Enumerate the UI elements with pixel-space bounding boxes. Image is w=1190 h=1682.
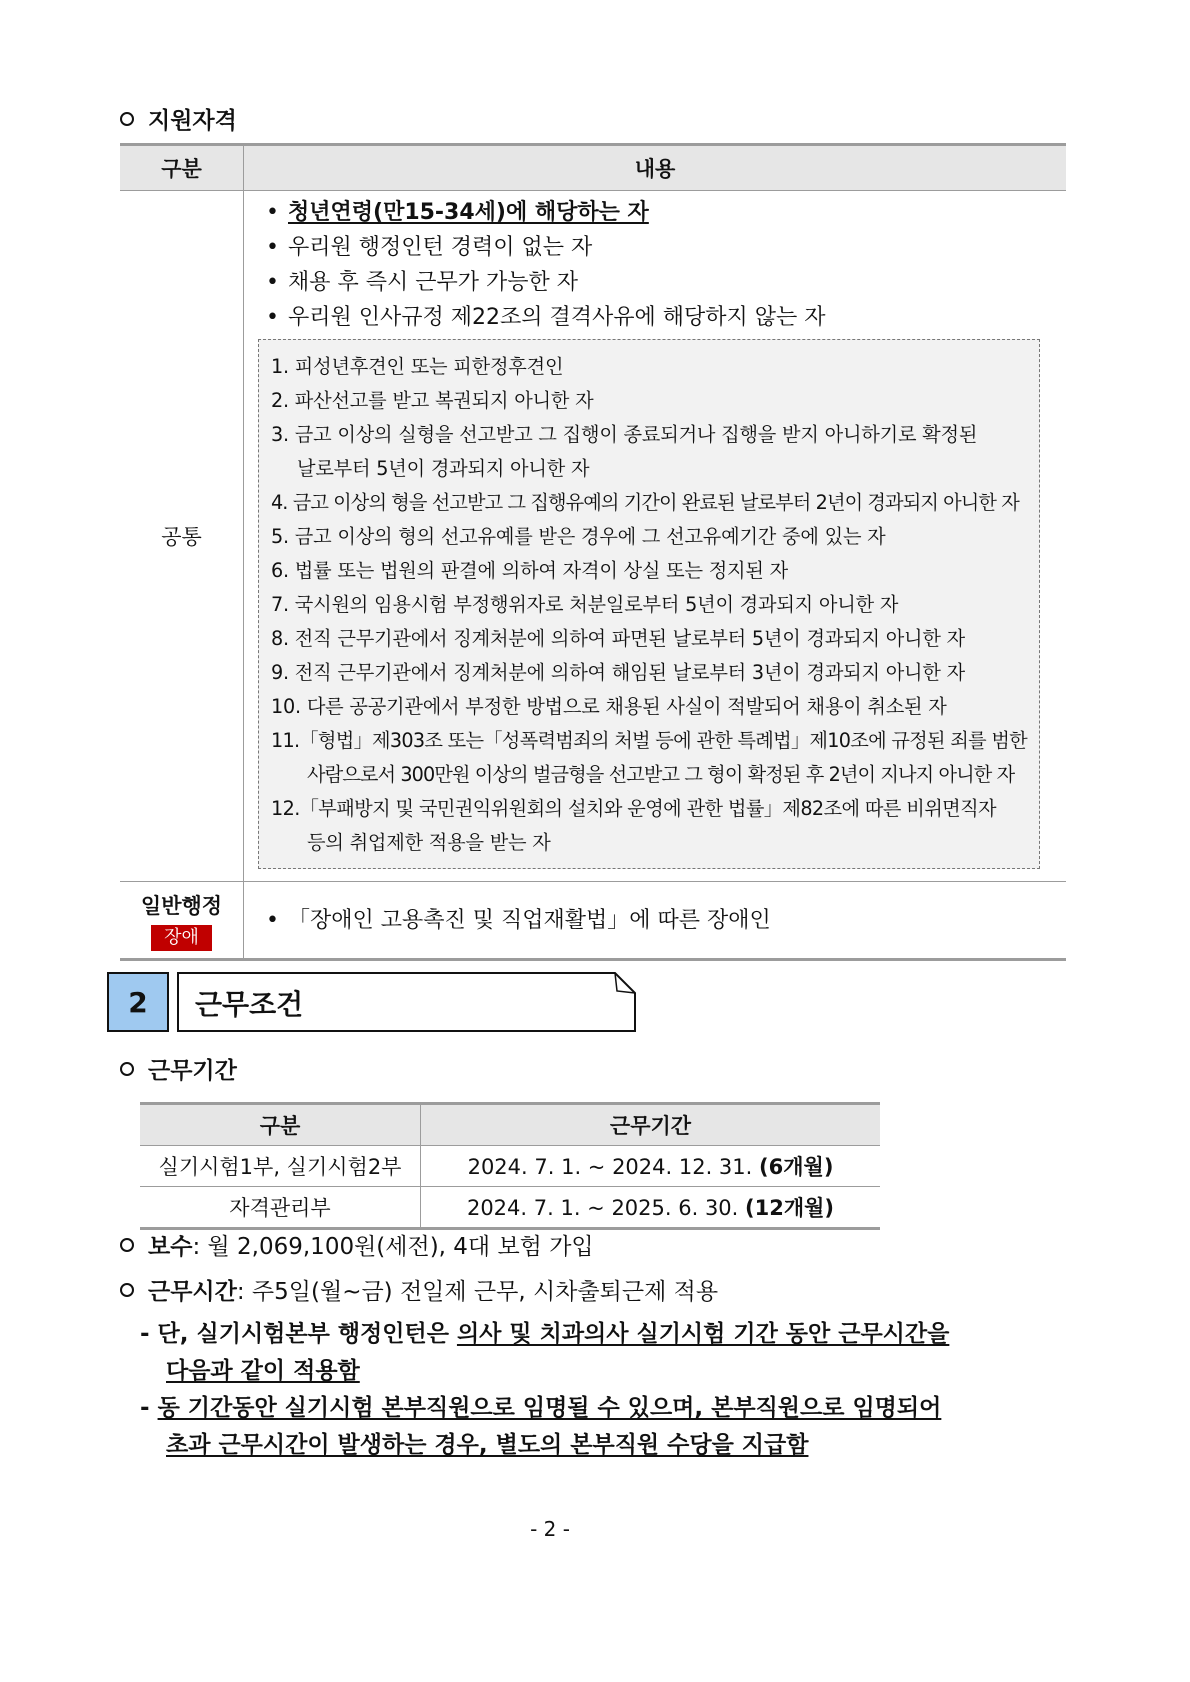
- disqualification-item: 11.「형법」제303조 또는「성폭력범죄의 처벌 등에 관한 특례법」제10조에 규정된 죄를 범한: [271, 729, 1027, 752]
- pay-label: 보수: [148, 1234, 193, 1260]
- disqualification-item: 3. 금고 이상의 실형을 선고받고 그 집행이 종료되거나 집행을 받지 아니하기로 확정된: [271, 423, 978, 446]
- list-item: • 채용 후 즉시 근무가 가능한 자: [258, 265, 1066, 300]
- common-content: [244, 191, 1067, 882]
- disqualification-item: 6. 법률 또는 법원의 판결에 의하여 자격이 상실 또는 정지된 자: [271, 559, 788, 582]
- hours-text: : 주5일(월~금) 전일제 근무, 시차출퇴근제 적용: [236, 1279, 719, 1305]
- table-row-disability: [120, 882, 1066, 960]
- col-header-content: 내용: [244, 145, 1067, 191]
- col-header-category: 구분: [120, 145, 244, 191]
- disqualification-item: 12.「부패방지 및 국민권익위원회의 설치와 운영에 관한 법률」제82조에 따른 비위면직자: [271, 797, 996, 820]
- hours-label: 근무시간: [148, 1279, 237, 1305]
- hours-line: [120, 1273, 718, 1306]
- table-row-common: [120, 191, 1066, 882]
- table-row: [140, 1187, 880, 1229]
- common-label: 공통: [120, 191, 244, 882]
- disqualification-item-cont: 사람으로서 300만원 이상의 벌금형을 선고받고 그 형이 확정된 후 2년이 지나지 아니한 자: [307, 763, 1015, 786]
- disqualification-item-cont: 날로부터 5년이 경과되지 아니한 자: [297, 457, 590, 480]
- disqualification-box: [258, 339, 1040, 869]
- list-item: • 우리원 인사규정 제22조의 결격사유에 해당하지 않는 자: [258, 300, 1066, 335]
- circle-bullet-icon: [120, 1238, 134, 1252]
- section-title: 근무조건: [195, 988, 304, 1021]
- general-admin-cell: [120, 882, 244, 960]
- disqualification-item: 9. 전직 근무기관에서 징계처분에 의하여 해임된 날로부터 3년이 경과되지 아니한 자: [271, 661, 965, 684]
- disqualification-item: 2. 파산선고를 받고 복권되지 아니한 자: [271, 389, 594, 412]
- note-2: - 동 기간동안 실기시험 본부직원으로 임명될 수 있으며, 본부직원으로 임명되어 초과 근무시간이 발생하는 경우, 별도의 본부직원 수당을 지급함: [140, 1395, 942, 1458]
- general-admin-label: 일반행정: [140, 893, 223, 918]
- note-1: - 단, 실기시험본부 행정인턴은 의사 및 치과의사 실기시험 기간 동안 근무시간을 다음과 같이 적용함: [140, 1321, 950, 1384]
- circle-bullet-icon: [120, 112, 134, 126]
- period-heading: 근무기간: [120, 1052, 237, 1085]
- circle-bullet-icon: [120, 1283, 134, 1297]
- disqualification-item: 10. 다른 공공기관에서 부정한 방법으로 채용된 사실이 적발되어 채용이 취소된 자: [271, 695, 947, 718]
- section-number: 2: [107, 972, 169, 1032]
- col-header-period: 근무기간: [421, 1104, 881, 1146]
- qualification-table: [120, 143, 1066, 961]
- list-item: • 「장애인 고용촉진 및 직업재활법」에 따른 장애인: [258, 903, 1065, 938]
- disqualification-item: 5. 금고 이상의 형의 선고유예를 받은 경우에 그 선고유예기간 중에 있는 자: [271, 525, 886, 548]
- page-number: - 2 -: [530, 1517, 570, 1541]
- disqualification-item: 1. 피성년후견인 또는 피한정후견인: [271, 355, 564, 378]
- period-cell: 2024. 7. 1. ~ 2025. 6. 30. (12개월): [421, 1187, 881, 1229]
- disqualification-item: 7. 국시원의 임용시험 부정행위자로 처분일로부터 5년이 경과되지 아니한 자: [271, 593, 899, 616]
- circle-bullet-icon: [120, 1062, 134, 1076]
- disqualification-item-cont: 등의 취업제한 적용을 받는 자: [307, 831, 551, 854]
- table-row: [140, 1146, 880, 1187]
- section-title-box: [177, 972, 637, 1032]
- disability-badge: 장애: [151, 925, 212, 951]
- disability-content: [244, 882, 1067, 960]
- period-cell: 2024. 7. 1. ~ 2024. 12. 31. (6개월): [421, 1146, 881, 1187]
- disqualification-item: 4. 금고 이상의 형을 선고받고 그 집행유예의 기간이 완료된 날로부터 2년이 경과되지 아니한 자: [271, 491, 1019, 514]
- qualification-heading: 지원자격: [120, 102, 237, 135]
- list-item: • 청년연령(만15-34세)에 해당하는 자: [258, 195, 1066, 230]
- disqualification-item: 8. 전직 근무기관에서 징계처분에 의하여 파면된 날로부터 5년이 경과되지 아니한 자: [271, 627, 965, 650]
- col-header-dept: 구분: [140, 1104, 421, 1146]
- dept-cell: 자격관리부: [140, 1187, 421, 1229]
- period-table: [140, 1102, 880, 1230]
- eligibility-list: [258, 195, 1066, 335]
- pay-line: [120, 1228, 594, 1261]
- pay-text: : 월 2,069,100원(세전), 4대 보험 가입: [192, 1234, 594, 1260]
- list-item: • 우리원 행정인턴 경력이 없는 자: [258, 230, 1066, 265]
- dept-cell: 실기시험1부, 실기시험2부: [140, 1146, 421, 1187]
